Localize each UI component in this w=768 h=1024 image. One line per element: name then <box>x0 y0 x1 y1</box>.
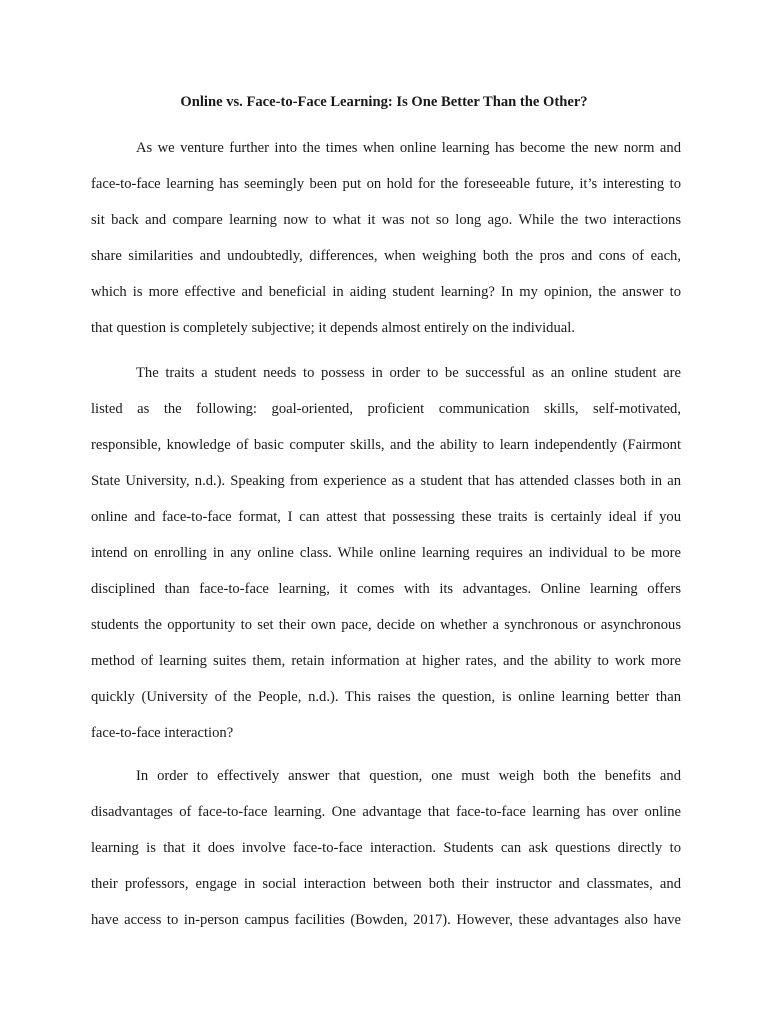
paragraph-3 <box>91 766 681 946</box>
text-line: disadvantages of face-to-face learning. One advantage that face-to-face learning has over online <box>91 804 681 820</box>
text-line: have access to in-person campus facilities (Bowden, 2017). However, these advantages also have <box>91 912 681 928</box>
paragraph-2 <box>91 363 681 759</box>
text-line: intend on enrolling in any online class. While online learning requires an individual to be more <box>91 545 681 561</box>
text-line: learning is that it does involve face-to-face interaction. Students can ask questions directly to <box>91 840 681 856</box>
text-line: students the opportunity to set their own pace, decide on whether a synchronous or asynchronous <box>91 617 681 633</box>
text-line: which is more effective and beneficial in aiding student learning? In my opinion, the answer to <box>91 284 681 300</box>
text-line: method of learning suites them, retain information at higher rates, and the ability to work more <box>91 653 681 669</box>
text-line: online and face-to-face format, I can attest that possessing these traits is certainly ideal if you <box>91 509 681 525</box>
text-line: face-to-face interaction? <box>91 725 234 741</box>
text-line: sit back and compare learning now to what it was not so long ago. While the two interactions <box>91 212 681 228</box>
text-line: share similarities and undoubtedly, differences, when weighing both the pros and cons of each, <box>91 248 681 264</box>
text-line: listed as the following: goal-oriented, proficient communication skills, self-motivated, <box>91 401 681 417</box>
text-line: disciplined than face-to-face learning, it comes with its advantages. Online learning offers <box>91 581 681 597</box>
text-line: face-to-face learning has seemingly been put on hold for the foreseeable future, it’s interesting to <box>91 176 681 192</box>
text-line: responsible, knowledge of basic computer skills, and the ability to learn independently (Fairmont <box>91 437 681 453</box>
document-title: Online vs. Face-to-Face Learning: Is One Better Than the Other? <box>180 94 588 110</box>
text-line: their professors, engage in social interaction between both their instructor and classmates, and <box>91 876 681 892</box>
text-line: that question is completely subjective; it depends almost entirely on the individual. <box>91 320 575 336</box>
text-line: State University, n.d.). Speaking from experience as a student that has attended classes both in an <box>91 473 681 489</box>
text-line: quickly (University of the People, n.d.). This raises the question, is online learning better than <box>91 689 681 705</box>
paragraph-1 <box>91 138 681 354</box>
text-line: As we venture further into the times when online learning has become the new norm and <box>136 140 681 156</box>
text-line: The traits a student needs to possess in order to be successful as an online student are <box>136 365 681 381</box>
text-line: In order to effectively answer that question, one must weigh both the benefits and <box>136 768 681 784</box>
